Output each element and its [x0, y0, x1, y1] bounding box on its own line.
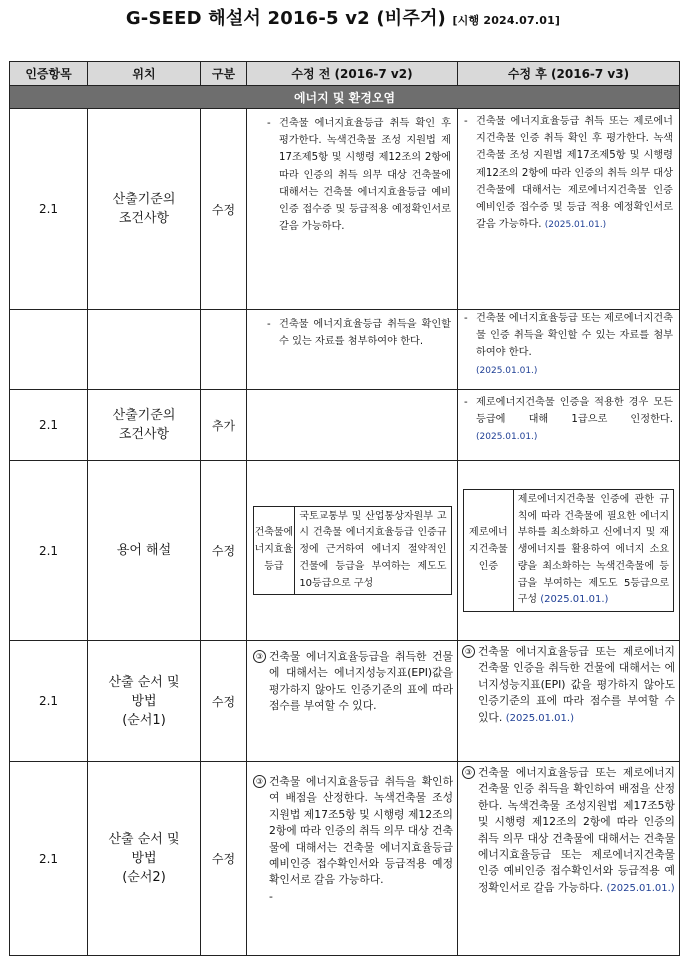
definition-body: 제로에너지건축물 인증에 관한 규칙에 따라 건축물에 필요한 에너지부하를 최소화하고 신에너지 및 재생에너지를 활용하여 에너지 소요량을 최소화하는 녹색건축물에 등급을 부여하는 제도도 5등급으로 구성: [517, 493, 669, 606]
before-text: [269, 774, 453, 905]
row-location: [88, 641, 201, 762]
row-after: [458, 109, 680, 310]
header-location: 위치: [88, 62, 201, 86]
term-label: 건축물에너지효율등급: [253, 506, 295, 595]
location-line: (순서1): [122, 712, 166, 728]
after-body: 건축물 에너지효율등급 또는 제로에너지건축물 인증 취득을 확인하여 배점을 산정한다. 녹색건축물 조성지원법 제17조5항 및 시행령 제12조의 2항에 따라 인증의 취득 의무 대상 건축물에 대해서는 건축물 에너지효율등급 또는 제로에너지건축물 인증 예비인증 접수확인서와 등급적용 예정확인서로 갈음 가능하다.: [478, 766, 675, 894]
after-text: [476, 310, 673, 380]
marker-3: ③: [462, 645, 475, 658]
row-type: 수정: [201, 641, 247, 762]
bullet: -: [267, 118, 271, 129]
row-type: 수정: [201, 762, 247, 956]
bullet: -: [267, 319, 271, 330]
row-before: [247, 641, 458, 762]
row-before: [247, 109, 458, 310]
location-line: 산출기준의: [112, 408, 176, 423]
before-text: 건축물 에너지효율등급 취득을 확인할 수 있는 자료를 첨부하여야 한다.: [279, 319, 451, 348]
before-text: 건축물 에너지효율등급 취득 확인 후 평가한다. 녹색건축물 조성 지원법 제17조제5항 및 시행령 제12조의 2항에 따라 인증의 취득 의무 대상 건축물에 대해서는 건축물 에너지효율등급 예비인증 접수증 및 등급적용 예정확인서로 갈음 가능하다.: [279, 118, 451, 233]
table-row: [10, 762, 680, 956]
after-text: [476, 394, 673, 447]
row-after: [458, 390, 680, 461]
after-body: 건축물 에너지효율등급 또는 제로에너지건축물 인증을 취득한 건물에 대해서는 에너지성능지표(EPI) 값을 평가하지 않아도 인증기준의 표에 따라 점수를 부여할 수 있다.: [478, 645, 675, 724]
row-location: [88, 461, 201, 641]
revision-date: (2025.01.01.): [476, 432, 538, 443]
row-item: 2.1: [10, 390, 88, 461]
row-item: 2.1: [10, 641, 88, 762]
after-text: [478, 644, 675, 727]
row-after: [458, 461, 680, 641]
location-line: 조건사항: [118, 211, 170, 226]
row-type: [201, 310, 247, 390]
row-before: [247, 762, 458, 956]
table-header-row: [10, 62, 680, 86]
bullet: -: [464, 116, 468, 127]
after-body: 건축물 에너지효율등급 취득 또는 제로에너지건축물 인증 취득 확인 후 평가한다. 녹색건축물 조성 지원법 제17조제5항 및 시행령 제12조의 2항에 따라 인증의 취득 의무 대상 건축물에 대해서는 제로에너지건축물 인증 예비인증 접수증 및 등급 적용 예정확인서로 갈음 가능하다.: [476, 116, 673, 231]
revision-table: [9, 61, 680, 956]
row-item: 2.1: [10, 109, 88, 310]
bullet: -: [464, 313, 468, 324]
location-line: 산출기준의: [112, 192, 176, 207]
header-type: 구분: [201, 62, 247, 86]
row-location: [88, 390, 201, 461]
term-definition: 국토교통부 및 산업통상자원부 고시 건축물 에너지효율등급 인증규정에 근거하여 에너지 절약적인 건물에 등급을 부여하는 제도도 10등급으로 구성: [295, 506, 451, 595]
header-before: 수정 전 (2016-7 v2): [247, 62, 458, 86]
trailing-dash: -: [269, 889, 273, 903]
row-location: [88, 109, 201, 310]
after-text: [476, 113, 673, 234]
location-line: (순서2): [122, 870, 166, 885]
before-body: 건축물 에너지효율등급 취득을 확인하여 배점을 산정한다. 녹색건축물 조성지원법 제17조5항 및 시행령 제12조의 2항에 따라 인증의 취득 의무 대상 건축물에 대해서는 건축물 에너지효율등급 예비인증 접수확인서와 등급적용 예정확인서로 갈음 가능하다.: [269, 775, 453, 887]
title-main: G-SEED 해설서 2016-5 v2 (비주거): [125, 8, 446, 29]
header-after: 수정 후 (2016-7 v3): [458, 62, 680, 86]
marker-3: ③: [462, 766, 475, 779]
row-item: 2.1: [10, 461, 88, 641]
section-title: 에너지 및 환경오염: [10, 86, 680, 109]
row-after: [458, 762, 680, 956]
revision-date: (2025.01.01.): [544, 220, 607, 231]
term-box-before: [253, 506, 452, 596]
marker-3: ③: [253, 775, 266, 788]
row-before: [247, 461, 458, 641]
row-item: [10, 310, 88, 390]
row-type: 추가: [201, 390, 247, 461]
revision-date: (2025.01.01.): [505, 712, 574, 724]
title-effective-date: [시행 2024.07.01]: [452, 14, 561, 27]
table-row: [10, 390, 680, 461]
document-title: [0, 4, 686, 30]
row-type: 수정: [201, 461, 247, 641]
row-after: [458, 310, 680, 390]
location-line: 방법: [131, 693, 157, 709]
location-line: 방법: [131, 851, 157, 866]
location-line: 조건사항: [118, 427, 170, 442]
after-body: 제로에너지건축물 인증을 적용한 경우 모든 등급에 대해 1급으로 인정한다.: [476, 397, 673, 426]
table-row: [10, 310, 680, 390]
term-definition: [513, 489, 673, 612]
location-line: 산출 순서 및: [108, 832, 180, 847]
section-row: [10, 86, 680, 109]
row-before: [247, 390, 458, 461]
revision-date: (2025.01.01.): [606, 882, 675, 894]
table-row: [10, 109, 680, 310]
revision-date: (2025.01.01.): [476, 365, 538, 376]
row-before: [247, 310, 458, 390]
table-row: [10, 641, 680, 762]
term-box-after: [463, 489, 674, 613]
revision-date: (2025.01.01.): [540, 594, 609, 606]
row-item: 2.1: [10, 762, 88, 956]
after-text: [478, 765, 675, 897]
table-row: [10, 461, 680, 641]
location-line: 용어 해설: [116, 543, 172, 558]
bullet: -: [464, 397, 468, 408]
term-label: 제로에너지건축물인증: [464, 489, 514, 612]
row-after: [458, 641, 680, 762]
header-item: 인증항목: [10, 62, 88, 86]
before-text: 건축물 에너지효율등급을 취득한 건물에 대해서는 에너지성능지표(EPI)값을 평가하지 않아도 인증기준의 표에 따라 점수를 부여할 수 있다.: [269, 650, 453, 713]
location-line: 산출 순서 및: [108, 674, 180, 690]
row-location: [88, 762, 201, 956]
row-type: 수정: [201, 109, 247, 310]
marker-3: ③: [253, 650, 266, 663]
after-body: 건축물 에너지효율등급 또는 제로에너지건축물 인증 취득을 확인할 수 있는 자료를 첨부하여야 한다.: [476, 313, 673, 359]
row-location: [88, 310, 201, 390]
